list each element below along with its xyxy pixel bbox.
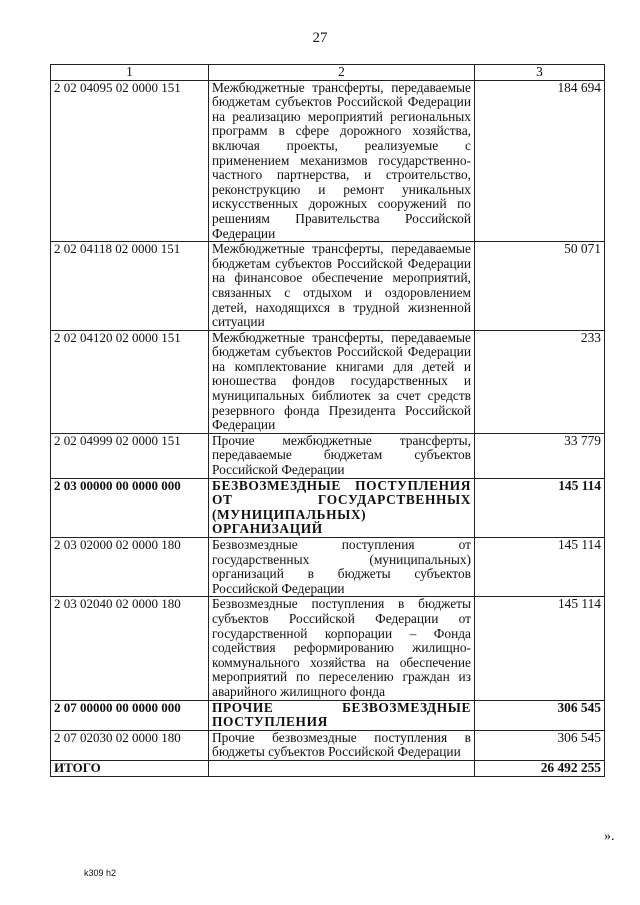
row-amount: 306 545: [475, 730, 605, 760]
budget-revenue-table: [50, 64, 605, 777]
budget-code: 2 03 02040 02 0000 180: [51, 597, 209, 700]
total-description-empty: [209, 760, 475, 776]
budget-code: 2 02 04120 02 0000 151: [51, 330, 209, 433]
total-label: ИТОГО: [51, 760, 209, 776]
row-amount: 33 779: [475, 433, 605, 478]
budget-code: 2 07 02030 02 0000 180: [51, 730, 209, 760]
footer-document-code: k309 h2: [84, 868, 117, 878]
column-header-description: 2: [209, 65, 475, 81]
row-description: Прочие межбюджетные трансферты, передаваемые бюджетам субъектов Российской Федерации: [209, 433, 475, 478]
row-amount: 184 694: [475, 80, 605, 242]
row-amount: 145 114: [475, 478, 605, 537]
table-header-row: [51, 65, 605, 81]
table-row: [51, 538, 605, 597]
table-row: [51, 242, 605, 331]
row-description: Безвозмездные поступления от государственных (муниципальных) организаций в бюджеты субъектов Российской Федерации: [209, 538, 475, 597]
closing-quote-mark: ».: [604, 829, 615, 844]
row-description: Прочие безвозмездные поступления в бюджеты субъектов Российской Федерации: [209, 730, 475, 760]
table-row-section: [51, 478, 605, 537]
table-header: [51, 65, 605, 81]
total-amount: 26 492 255: [475, 760, 605, 776]
row-amount: 50 071: [475, 242, 605, 331]
page-number: 27: [312, 30, 328, 46]
column-header-code: 1: [51, 65, 209, 81]
table-row-section: [51, 700, 605, 730]
row-amount: 233: [475, 330, 605, 433]
row-amount: 145 114: [475, 538, 605, 597]
row-amount: 145 114: [475, 597, 605, 700]
table-row: [51, 80, 605, 242]
table-row: [51, 730, 605, 760]
budget-code: 2 02 04999 02 0000 151: [51, 433, 209, 478]
budget-code: 2 03 02000 02 0000 180: [51, 538, 209, 597]
row-description: ПРОЧИЕ БЕЗВОЗМЕЗДНЫЕ ПОСТУПЛЕНИЯ: [209, 700, 475, 730]
table-row: [51, 597, 605, 700]
row-description: Межбюджетные трансферты, передаваемые бюджетам субъектов Российской Федерации на реализацию мероприятий региональных программ в сфере дорожного хозяйства, включая проекты, реализуемые с применением механизмов государственно-частного партнерства, и строительство, реконструкцию и ремонт уникальных искусственных дорожных сооружений по решениям Правительства Российской Федерации: [209, 80, 475, 242]
budget-code: 2 02 04118 02 0000 151: [51, 242, 209, 331]
row-description: Межбюджетные трансферты, передаваемые бюджетам субъектов Российской Федерации на комплектование книгами для детей и юношества фондов государственных и муниципальных библиотек за счет средств резервного фонда Президента Российской Федерации: [209, 330, 475, 433]
total-row: [51, 760, 605, 776]
table-body: [51, 80, 605, 776]
budget-code: 2 03 00000 00 0000 000: [51, 478, 209, 537]
row-description: Межбюджетные трансферты, передаваемые бюджетам субъектов Российской Федерации на финансовое обеспечение мероприятий, связанных с отдыхом и оздоровлением детей, находящихся в трудной жизненной ситуации: [209, 242, 475, 331]
table-row: [51, 433, 605, 478]
row-amount: 306 545: [475, 700, 605, 730]
column-header-amount: 3: [475, 65, 605, 81]
row-description: Безвозмездные поступления в бюджеты субъектов Российской Федерации от государственной корпорации – Фонда содействия реформированию жилищно-коммунального хозяйства на обеспечение мероприятий по переселению граждан из аварийного жилищного фонда: [209, 597, 475, 700]
table-row: [51, 330, 605, 433]
budget-code: 2 07 00000 00 0000 000: [51, 700, 209, 730]
budget-code: 2 02 04095 02 0000 151: [51, 80, 209, 242]
row-description: БЕЗВОЗМЕЗДНЫЕ ПОСТУПЛЕНИЯ ОТ ГОСУДАРСТВЕННЫХ (МУНИЦИПАЛЬНЫХ) ОРГАНИЗАЦИЙ: [209, 478, 475, 537]
